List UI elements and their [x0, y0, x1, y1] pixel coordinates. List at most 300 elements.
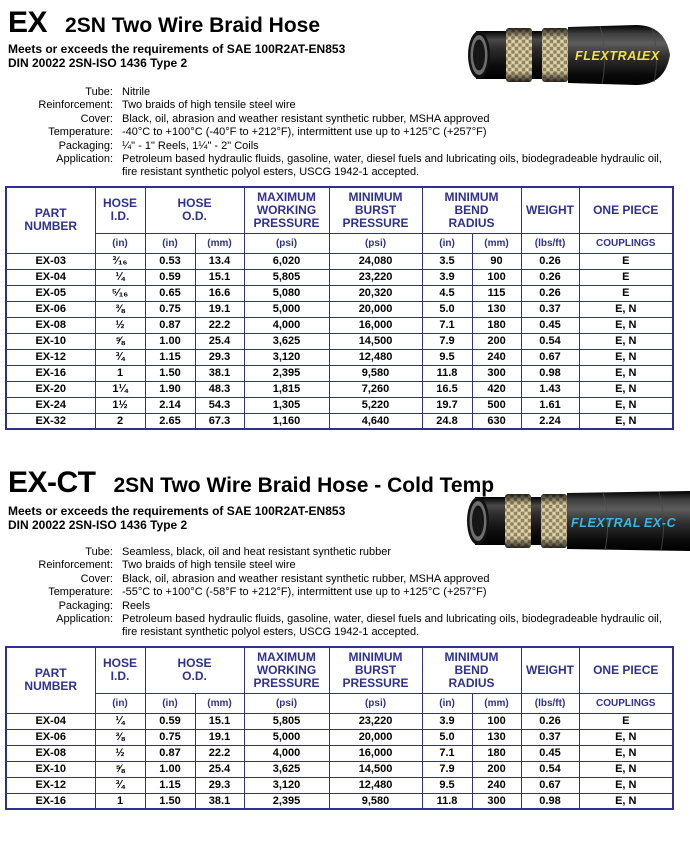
header-line: MINIMUM: [444, 649, 499, 664]
table-cell: 0.75: [145, 301, 195, 317]
unit-mwp-psi: (psi): [244, 693, 329, 713]
col-min-bend-radius: [422, 647, 521, 693]
header-line: HOSE: [102, 656, 137, 671]
spec-label: Reinforcement:: [38, 99, 113, 112]
table-cell: 3,625: [244, 333, 329, 349]
col-part-number: [6, 187, 95, 253]
table-cell: 1.15: [145, 349, 195, 365]
table-cell: 54.3: [195, 397, 244, 413]
ex-product-code: EX: [8, 6, 48, 39]
table-cell: 24,080: [329, 253, 422, 269]
hose-model-text: EX-C: [644, 516, 677, 530]
table-cell: ½: [95, 317, 145, 333]
table-cell: 3.9: [422, 713, 472, 729]
header-line: ONE PIECE: [593, 662, 659, 677]
ex-standards-note: [8, 42, 345, 70]
hose-bore: [472, 506, 484, 537]
table-cell: EX-03: [6, 253, 95, 269]
table-row: [6, 413, 673, 429]
spec-value: Petroleum based hydraulic fluids, gasoline, water, diesel fuels and lubricating oils, biodegradeable hydraulic oil, fire resistant synthetic polyol esters, USCG 1942-1 accepted.: [122, 613, 662, 639]
header-line: WEIGHT: [526, 202, 575, 217]
table-row: [6, 713, 673, 729]
unit-hose-id-in: (in): [95, 693, 145, 713]
header-line: PART: [34, 666, 67, 681]
table-cell: 13.4: [195, 253, 244, 269]
table-cell: 48.3: [195, 381, 244, 397]
table-cell: E: [579, 253, 673, 269]
braid-shade-2: [541, 494, 567, 548]
table-cell: 0.54: [521, 761, 579, 777]
table-cell: 38.1: [195, 365, 244, 381]
spec-value: ¼" - 1" Reels, 1¼" - 2" Coils: [122, 139, 259, 152]
table-cell: ¾: [95, 349, 145, 365]
table-cell: EX-16: [6, 793, 95, 809]
ex-ct-product-code: EX-CT: [8, 466, 96, 499]
ex-standards-line1: Meets or exceeds the requirements of SAE 100R2AT-EN853: [8, 42, 346, 56]
unit-couplings: COUPLINGS: [579, 233, 673, 253]
ex-section-title: 2SN Two Wire Braid Hose: [65, 14, 321, 37]
table-cell: 1½: [95, 397, 145, 413]
table-cell: 0.98: [521, 793, 579, 809]
table-cell: E, N: [579, 317, 673, 333]
table-cell: 115: [472, 285, 521, 301]
table-cell: EX-06: [6, 729, 95, 745]
table-cell: 1,305: [244, 397, 329, 413]
unit-hose-od-in: (in): [145, 233, 195, 253]
table-cell: 3.5: [422, 253, 472, 269]
table-cell: 5,080: [244, 285, 329, 301]
table-cell: 6,020: [244, 253, 329, 269]
table-cell: E, N: [579, 793, 673, 809]
table-row: [6, 777, 673, 793]
table-row: [6, 365, 673, 381]
table-header: [6, 647, 673, 713]
col-hose-od: [145, 187, 244, 233]
table-cell: 15.1: [195, 269, 244, 285]
table-cell: 0.98: [521, 365, 579, 381]
col-hose-od: [145, 647, 244, 693]
table-cell: 130: [472, 301, 521, 317]
spec-row: [8, 613, 670, 640]
header-line: O.D.: [182, 209, 207, 224]
table-cell: 5,000: [244, 729, 329, 745]
table-cell: E, N: [579, 745, 673, 761]
spec-value: Two braids of high tensile steel wire: [122, 99, 296, 112]
spec-value: Black, oil, abrasion and weather resistant synthetic rubber, MSHA approved: [122, 112, 490, 125]
header-line: WORKING: [256, 202, 317, 217]
table-cell: 2.65: [145, 413, 195, 429]
table-cell: 1,160: [244, 413, 329, 429]
spec-row: [8, 126, 670, 139]
table-cell: 29.3: [195, 349, 244, 365]
spec-row: [8, 559, 670, 572]
table-cell: E, N: [579, 413, 673, 429]
header-line: PRESSURE: [253, 675, 320, 690]
unit-couplings: COUPLINGS: [579, 693, 673, 713]
table-header: [6, 187, 673, 253]
spec-label: Temperature:: [48, 586, 113, 599]
ex-ct-table-wrapper: [5, 646, 674, 810]
braid-shade-2: [542, 28, 568, 82]
table-cell: 67.3: [195, 413, 244, 429]
col-min-bend-radius: [422, 187, 521, 233]
braid-shade-1: [506, 28, 532, 82]
table-cell: 25.4: [195, 761, 244, 777]
spec-label: Cover:: [80, 112, 113, 125]
spec-label: Packaging:: [58, 599, 113, 612]
table-cell: 14,500: [329, 333, 422, 349]
table-cell: 100: [472, 713, 521, 729]
table-row: [6, 729, 673, 745]
spec-value: Reels: [122, 599, 151, 612]
table-cell: EX-04: [6, 713, 95, 729]
table-cell: EX-12: [6, 777, 95, 793]
table-row: [6, 333, 673, 349]
col-min-burst-pressure: [329, 647, 422, 693]
col-hose-id: [95, 187, 145, 233]
table-cell: 5,000: [244, 301, 329, 317]
table-cell: E: [579, 285, 673, 301]
spec-label: Reinforcement:: [38, 559, 113, 572]
header-line: ONE PIECE: [593, 202, 659, 217]
unit-mwp-psi: (psi): [244, 233, 329, 253]
table-cell: 7.1: [422, 745, 472, 761]
unit-bend-in: (in): [422, 233, 472, 253]
table-row: [6, 317, 673, 333]
unit-hose-od-mm: (mm): [195, 693, 244, 713]
header-line: RADIUS: [448, 215, 495, 230]
table-cell: 0.26: [521, 285, 579, 301]
unit-bend-mm: (mm): [472, 693, 521, 713]
header-group-row: [6, 647, 673, 693]
table-cell: EX-16: [6, 365, 95, 381]
hose-model-text: EX: [642, 49, 660, 63]
table-cell: 19.7: [422, 397, 472, 413]
spec-value: Two braids of high tensile steel wire: [122, 559, 296, 572]
hose-brand-text: FLEXTRAL: [571, 516, 642, 530]
table-cell: 300: [472, 365, 521, 381]
table-cell: 24.8: [422, 413, 472, 429]
unit-bend-mm: (mm): [472, 233, 521, 253]
table-cell: 12,480: [329, 777, 422, 793]
spec-label: Packaging:: [58, 139, 113, 152]
table-cell: 3,120: [244, 349, 329, 365]
header-line: MINIMUM: [348, 189, 403, 204]
spec-label: Application:: [56, 613, 113, 626]
ex-ct-spec-list: [8, 546, 670, 640]
table-cell: 100: [472, 269, 521, 285]
col-part-number: [6, 647, 95, 713]
table-cell: 3,120: [244, 777, 329, 793]
table-cell: 240: [472, 777, 521, 793]
table-cell: E, N: [579, 349, 673, 365]
table-cell: 0.54: [521, 333, 579, 349]
col-min-burst-pressure: [329, 187, 422, 233]
table-cell: 19.1: [195, 729, 244, 745]
table-cell: EX-32: [6, 413, 95, 429]
table-cell: 0.26: [521, 269, 579, 285]
table-cell: 0.87: [145, 745, 195, 761]
table-cell: 2,395: [244, 793, 329, 809]
table-cell: 0.67: [521, 349, 579, 365]
table-cell: 200: [472, 761, 521, 777]
col-one-piece: [579, 647, 673, 693]
table-cell: ⅜: [95, 729, 145, 745]
table-cell: 29.3: [195, 777, 244, 793]
table-row: [6, 381, 673, 397]
hose-band-gap: [532, 31, 542, 79]
table-cell: 5.0: [422, 729, 472, 745]
header-line: MINIMUM: [348, 649, 403, 664]
table-cell: 23,220: [329, 713, 422, 729]
col-weight: [521, 647, 579, 693]
header-line: NUMBER: [24, 679, 78, 694]
table-cell: 7.9: [422, 761, 472, 777]
table-cell: 1: [95, 793, 145, 809]
hose-band-gap: [531, 497, 541, 545]
table-cell: E, N: [579, 777, 673, 793]
table-cell: 300: [472, 793, 521, 809]
spec-label: Tube:: [85, 546, 113, 558]
table-cell: 1.15: [145, 777, 195, 793]
table-cell: 130: [472, 729, 521, 745]
table-cell: 4,640: [329, 413, 422, 429]
header-line: PART: [34, 206, 67, 221]
table-cell: 0.75: [145, 729, 195, 745]
header-line: PRESSURE: [253, 215, 320, 230]
header-line: MAXIMUM: [257, 649, 316, 664]
table-cell: E, N: [579, 729, 673, 745]
table-cell: 16.5: [422, 381, 472, 397]
table-cell: 0.59: [145, 269, 195, 285]
spec-row: [8, 99, 670, 112]
header-line: BEND: [454, 202, 489, 217]
table-cell: 0.45: [521, 317, 579, 333]
table-cell: 1.90: [145, 381, 195, 397]
header-line: HOSE: [177, 196, 212, 211]
ex-ct-hose-cutaway-image: [463, 489, 690, 553]
table-cell: 7.9: [422, 333, 472, 349]
ex-ct-standards-note: [8, 504, 345, 532]
table-cell: EX-20: [6, 381, 95, 397]
ex-ct-standards-line2: DIN 20022 2SN-ISO 1436 Type 2: [8, 518, 188, 532]
table-cell: EX-10: [6, 761, 95, 777]
ex-table-wrapper: [5, 186, 674, 430]
table-cell: 1.50: [145, 793, 195, 809]
ex-ct-table-body: [6, 713, 673, 809]
unit-hose-od-in: (in): [145, 693, 195, 713]
spec-value: -55°C to +100°C (-58°F to +212°F), intermittent use up to +125°C (+257°F): [122, 586, 487, 599]
header-line: WEIGHT: [526, 662, 575, 677]
table-cell: E, N: [579, 301, 673, 317]
table-row: [6, 761, 673, 777]
table-cell: 38.1: [195, 793, 244, 809]
header-line: HOSE: [102, 196, 137, 211]
table-cell: 16,000: [329, 317, 422, 333]
table-cell: 2: [95, 413, 145, 429]
table-cell: 420: [472, 381, 521, 397]
table-cell: 19.1: [195, 301, 244, 317]
table-cell: 16,000: [329, 745, 422, 761]
spec-row: [8, 153, 670, 180]
header-line: PRESSURE: [342, 675, 409, 690]
header-line: MINIMUM: [444, 189, 499, 204]
table-cell: 2,395: [244, 365, 329, 381]
table-cell: E: [579, 713, 673, 729]
table-cell: 1.00: [145, 333, 195, 349]
spec-row: [8, 586, 670, 599]
header-line: BURST: [354, 202, 397, 217]
table-cell: 0.65: [145, 285, 195, 301]
table-cell: ¼: [95, 269, 145, 285]
table-row: [6, 285, 673, 301]
table-cell: 11.8: [422, 365, 472, 381]
table-cell: 16.6: [195, 285, 244, 301]
table-cell: 5.0: [422, 301, 472, 317]
table-cell: 1.00: [145, 761, 195, 777]
header-line: I.D.: [110, 209, 130, 224]
ex-hose-cutaway-image: [464, 24, 672, 86]
header-line: BEND: [454, 662, 489, 677]
ex-standards-line2: DIN 20022 2SN-ISO 1436 Type 2: [8, 56, 188, 70]
table-cell: EX-12: [6, 349, 95, 365]
table-cell: 20,000: [329, 301, 422, 317]
table-cell: 9,580: [329, 365, 422, 381]
header-line: BURST: [354, 662, 397, 677]
header-line: NUMBER: [24, 219, 78, 234]
header-units-row: [6, 233, 673, 253]
table-cell: 5,805: [244, 713, 329, 729]
table-cell: ⁵⁄₁₆: [95, 285, 145, 301]
table-cell: 2.14: [145, 397, 195, 413]
unit-weight-lbsft: (lbs/ft): [521, 693, 579, 713]
table-cell: 22.2: [195, 317, 244, 333]
table-cell: 630: [472, 413, 521, 429]
table-cell: 90: [472, 253, 521, 269]
table-cell: 5,220: [329, 397, 422, 413]
spec-row: [8, 573, 670, 586]
table-cell: EX-06: [6, 301, 95, 317]
table-cell: 1,815: [244, 381, 329, 397]
spec-value: -40°C to +100°C (-40°F to +212°F), intermittent use up to +125°C (+257°F): [122, 126, 487, 139]
ex-ct-section-title: 2SN Two Wire Braid Hose - Cold Temp: [113, 474, 495, 497]
unit-mbp-psi: (psi): [329, 693, 422, 713]
table-cell: 22.2: [195, 745, 244, 761]
col-max-working-pressure: [244, 187, 329, 233]
table-cell: 500: [472, 397, 521, 413]
table-cell: 1.50: [145, 365, 195, 381]
unit-weight-lbsft: (lbs/ft): [521, 233, 579, 253]
ex-ct-standards-line1: Meets or exceeds the requirements of SAE 100R2AT-EN853: [8, 504, 346, 518]
table-cell: 0.37: [521, 301, 579, 317]
table-cell: 2.24: [521, 413, 579, 429]
table-cell: ³⁄₁₆: [95, 253, 145, 269]
table-cell: 9.5: [422, 349, 472, 365]
table-row: [6, 745, 673, 761]
table-cell: 14,500: [329, 761, 422, 777]
col-one-piece: [579, 187, 673, 233]
header-line: HOSE: [177, 656, 212, 671]
ex-spec-list: [8, 86, 670, 180]
header-line: WORKING: [256, 662, 317, 677]
table-cell: 1: [95, 365, 145, 381]
table-cell: 0.26: [521, 713, 579, 729]
table-cell: E, N: [579, 381, 673, 397]
table-cell: E, N: [579, 365, 673, 381]
header-group-row: [6, 187, 673, 233]
table-cell: 0.26: [521, 253, 579, 269]
spec-label: Temperature:: [48, 126, 113, 139]
braid-shade-1: [505, 494, 531, 548]
spec-value: Petroleum based hydraulic fluids, gasoline, water, diesel fuels and lubricating oils, biodegradeable hydraulic oil, fire resistant synthetic polyol esters, USCG 1942-1 accepted.: [122, 153, 662, 179]
table-cell: 3.9: [422, 269, 472, 285]
table-row: [6, 793, 673, 809]
spec-row: [8, 140, 670, 153]
header-line: MAXIMUM: [257, 189, 316, 204]
spec-row: [8, 600, 670, 613]
header-line: O.D.: [182, 669, 207, 684]
table-cell: EX-10: [6, 333, 95, 349]
table-cell: ¼: [95, 713, 145, 729]
table-cell: 20,000: [329, 729, 422, 745]
table-cell: 1.43: [521, 381, 579, 397]
table-cell: ⅜: [95, 301, 145, 317]
spec-value: Seamless, black, oil and heat resistant synthetic rubber: [122, 546, 392, 558]
header-line: RADIUS: [448, 675, 495, 690]
hose-bore: [473, 40, 485, 71]
ex-ct-section-heading: [8, 466, 494, 500]
table-row: [6, 349, 673, 365]
col-max-working-pressure: [244, 647, 329, 693]
table-cell: E, N: [579, 761, 673, 777]
table-cell: 3,625: [244, 761, 329, 777]
unit-bend-in: (in): [422, 693, 472, 713]
header-units-row: [6, 693, 673, 713]
col-weight: [521, 187, 579, 233]
table-cell: 7.1: [422, 317, 472, 333]
table-cell: 9.5: [422, 777, 472, 793]
spec-label: Tube:: [85, 86, 113, 98]
ex-table-body: [6, 253, 673, 429]
table-cell: 25.4: [195, 333, 244, 349]
header-line: I.D.: [110, 669, 130, 684]
table-cell: 4.5: [422, 285, 472, 301]
table-cell: EX-08: [6, 745, 95, 761]
table-cell: 180: [472, 317, 521, 333]
ex-ct-spec-table: [5, 646, 674, 810]
table-row: [6, 397, 673, 413]
table-cell: 20,320: [329, 285, 422, 301]
hose-brand-text: FLEXTRAL: [575, 49, 646, 63]
spec-value: Black, oil, abrasion and weather resistant synthetic rubber, MSHA approved: [122, 572, 490, 585]
table-cell: E: [579, 269, 673, 285]
table-cell: 1.61: [521, 397, 579, 413]
table-cell: ⅝: [95, 333, 145, 349]
table-cell: ½: [95, 745, 145, 761]
spec-row: [8, 86, 670, 99]
table-cell: 15.1: [195, 713, 244, 729]
table-cell: 200: [472, 333, 521, 349]
spec-label: Application:: [56, 153, 113, 166]
table-cell: 11.8: [422, 793, 472, 809]
ex-spec-table: [5, 186, 674, 430]
table-cell: 7,260: [329, 381, 422, 397]
table-cell: ⅝: [95, 761, 145, 777]
unit-hose-od-mm: (mm): [195, 233, 244, 253]
table-cell: 5,805: [244, 269, 329, 285]
table-cell: 0.45: [521, 745, 579, 761]
table-cell: EX-08: [6, 317, 95, 333]
